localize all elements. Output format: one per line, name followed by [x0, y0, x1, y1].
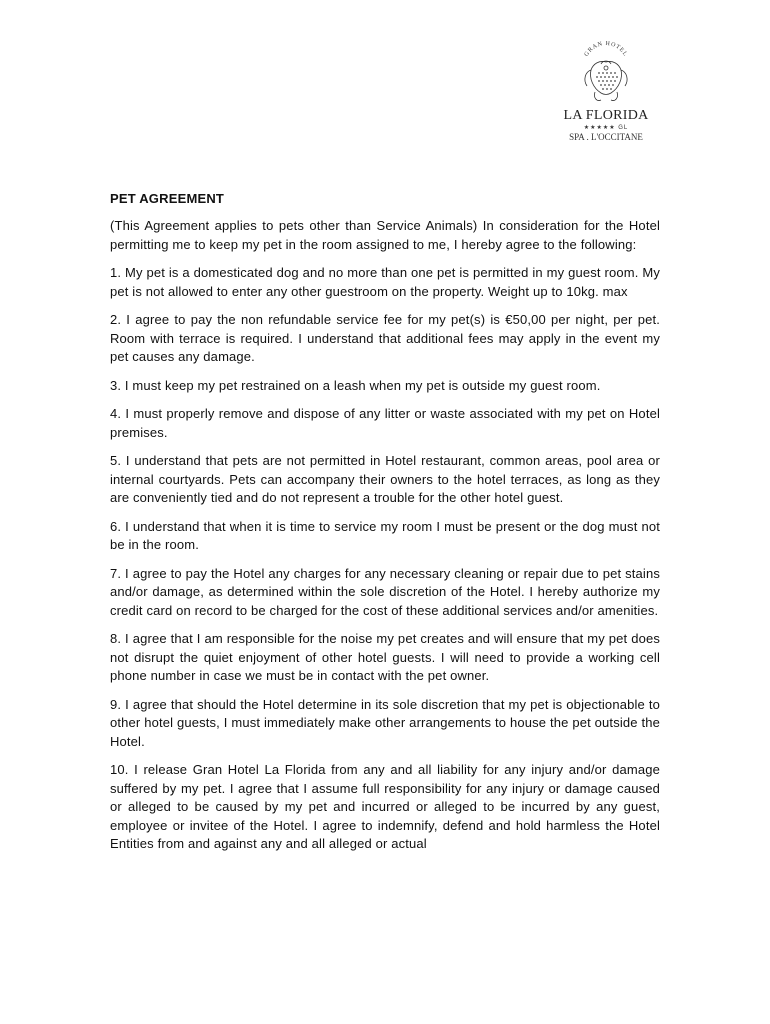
crest-icon	[571, 40, 641, 106]
hotel-logo	[556, 40, 656, 150]
paragraph-clause-7: 7. I agree to pay the Hotel any charges for any necessary cleaning or repair due to pet stains and/or damage, as determined within the sole discretion of the Hotel. I hereby authorize my credit card on record to be charged for the cost of these additional services and/or amenities.	[110, 565, 660, 618]
document-title: PET AGREEMENT	[110, 191, 225, 206]
paragraph-clause-6: 6. I understand that when it is time to service my room I must be present or the dog must not be in the room.	[110, 518, 660, 552]
paragraph-clause-1: 1. My pet is a domesticated dog and no more than one pet is permitted in my guest room. My pet is not allowed to enter any other guestroom on the property. Weight up to 10kg. max	[110, 265, 660, 299]
paragraph-clause-4: 4. I must properly remove and dispose of any litter or waste associated with my pet on Hotel premises.	[110, 406, 660, 440]
paragraph-clause-9: 9. I agree that should the Hotel determine in its sole discretion that my pet is objectionable to other hotel guests, I must immediately make other arrangements to house the pet outside the Hotel.	[110, 696, 660, 749]
logo-spa-text: SPA . L'OCCITANE	[569, 132, 643, 142]
paragraph-clause-3: 3. I must keep my pet restrained on a leash when my pet is outside my guest room.	[110, 377, 601, 393]
svg-text:GRAN HOTEL: GRAN HOTEL	[583, 40, 629, 58]
logo-stars: ★★★★★ GL	[583, 125, 629, 131]
paragraph-clause-5: 5. I understand that pets are not permitted in Hotel restaurant, common areas, pool area or internal courtyards. Pets can accompany their owners to the hotel terraces, as long as they are conveniently tied and do not represent a trouble for the other hotel guest.	[110, 453, 660, 505]
paragraph-clause-8: 8. I agree that I am responsible for the noise my pet creates and will ensure that my pet does not disrupt the quiet enjoyment of other hotel guests. I will need to provide a working cell phone number in case we must be in contact with the pet owner.	[110, 631, 660, 683]
paragraph-clause-10: 10. I release Gran Hotel La Florida from any and all liability for any injury and/or damage suffered by my pet. I agree that I assume full responsibility for any injury or damage caused or alleged to be caused by my pet and incurred or alleged to be incurred by any guest, employee or invitee of the Hotel. I agree to indemnify, defend and hold harmless the Hotel Entities from and against any and all alleged or actual	[110, 762, 660, 851]
paragraph-clause-2: 2. I agree to pay the non refundable service fee for my pet(s) is €50,00 per night, per pet. Room with terrace is required. I understand that additional fees may apply in the event my pet causes any damage.	[110, 312, 660, 364]
paragraph-intro: (This Agreement applies to pets other than Service Animals) In consideration for the Hotel permitting me to keep my pet in the room assigned to me, I hereby agree to the following:	[110, 218, 660, 252]
logo-hotel-name: LA FLORIDA	[563, 108, 649, 123]
document-body	[110, 190, 660, 864]
